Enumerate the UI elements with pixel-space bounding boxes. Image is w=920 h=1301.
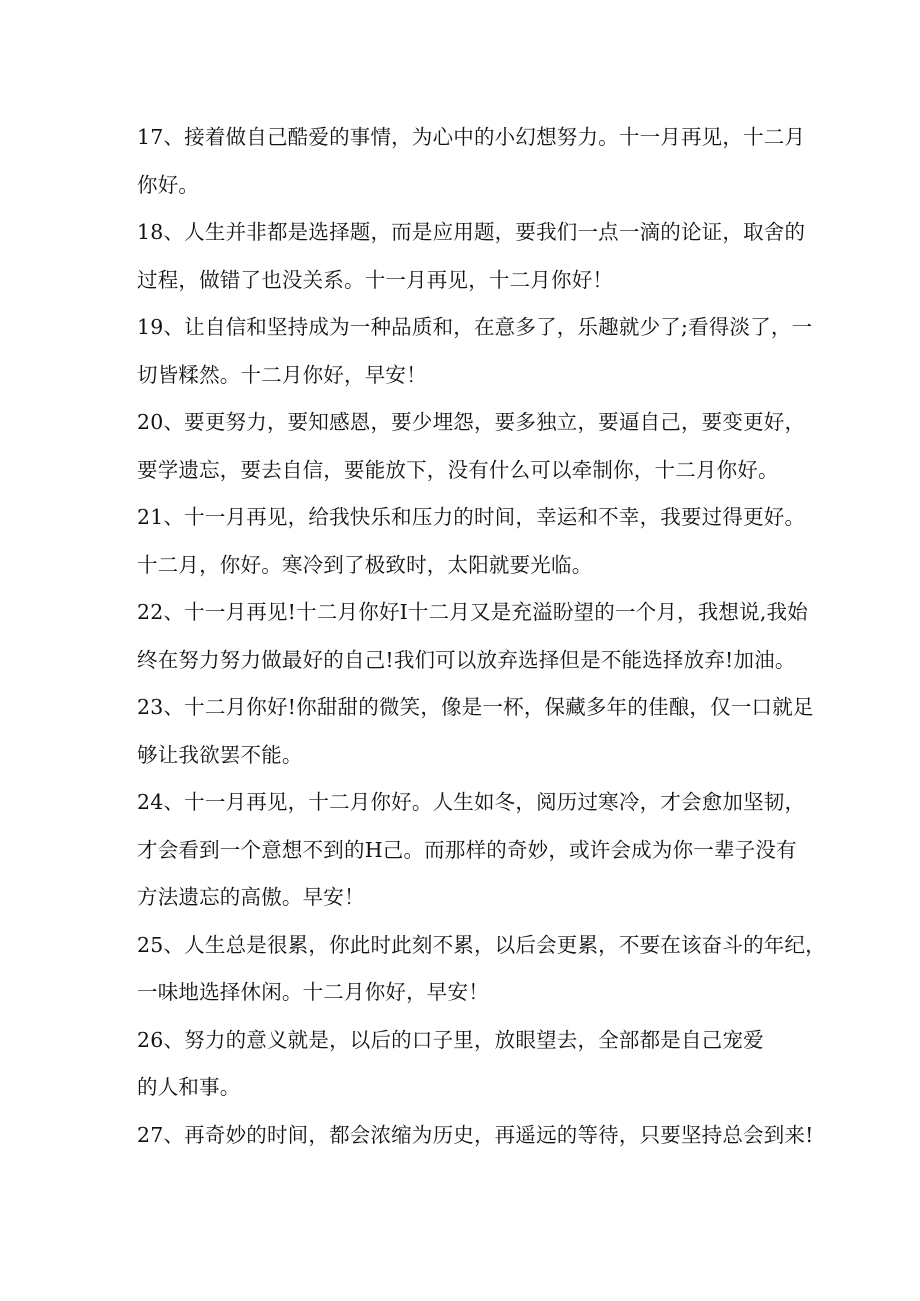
text-line: 17、接着做自己酷爱的事情，为心中的小幻想努力。十一月再见，十二月: [137, 125, 806, 149]
text-line: 21、十一月再见，给我快乐和压力的时间，幸运和不幸，我要过得更好。: [137, 505, 806, 529]
text-line: 23、十二月你好!你甜甜的微笑，像是一杯，保藏多年的佳酿，仅一口就足: [137, 695, 814, 719]
text-line: 的人和事。: [137, 1075, 241, 1099]
text-line: 18、人生并非都是选择题，而是应用题，要我们一点一滴的论证，取舍的: [137, 220, 806, 244]
text-line: 一味地选择休闲。十二月你好，早安！: [137, 980, 489, 1004]
text-line: 24、十一月再见，十二月你好。人生如冬，阅历过寒冷，才会愈加坚韧，: [137, 790, 806, 814]
text-line: 要学遗忘，要去自信，要能放下，没有什么可以牵制你，十二月你好。: [137, 457, 779, 482]
text-line: 十二月，你好。寒冷到了极致时，太阳就要光临。: [137, 552, 593, 577]
text-line: 20、要更努力，要知感恩，要少埋怨，要多独立，要逼自己，要变更好，: [137, 410, 806, 434]
text-line: 26、努力的意义就是，以后的口子里，放眼望去，全部都是自己宠爱: [137, 1027, 764, 1052]
text-line: 方法遗忘的高傲。早安！: [137, 885, 365, 909]
text-line: 25、人生总是很累，你此时此刻不累，以后会更累，不要在该奋斗的年纪，: [137, 932, 826, 957]
text-line: 19、让自信和坚持成为一种品质和，在意多了，乐趣就少了;看得淡了，一: [137, 315, 813, 339]
text-line: 27、再奇妙的时间，都会浓缩为历史，再遥远的等待，只要坚持总会到来!: [137, 1122, 814, 1147]
text-line: 终在努力努力做最好的自己!我们可以放弃选择但是不能选择放弃!加油。: [137, 647, 796, 672]
text-line: 过程，做错了也没关系。十一月再见，十二月你好！: [137, 267, 614, 292]
document-body: [137, 114, 826, 1159]
text-line: 才会看到一个意想不到的H己。而那样的奇妙，或许会成为你一辈子没有: [137, 837, 797, 862]
text-line: 22、十一月再见!十二月你好I十二月又是充溢盼望的一个月，我想说,我始: [137, 600, 808, 624]
text-line: 你好。: [137, 172, 200, 197]
text-line: 够让我欲罢不能。: [137, 742, 303, 767]
text-line: 切皆糅然。十二月你好，早安！: [137, 362, 427, 387]
